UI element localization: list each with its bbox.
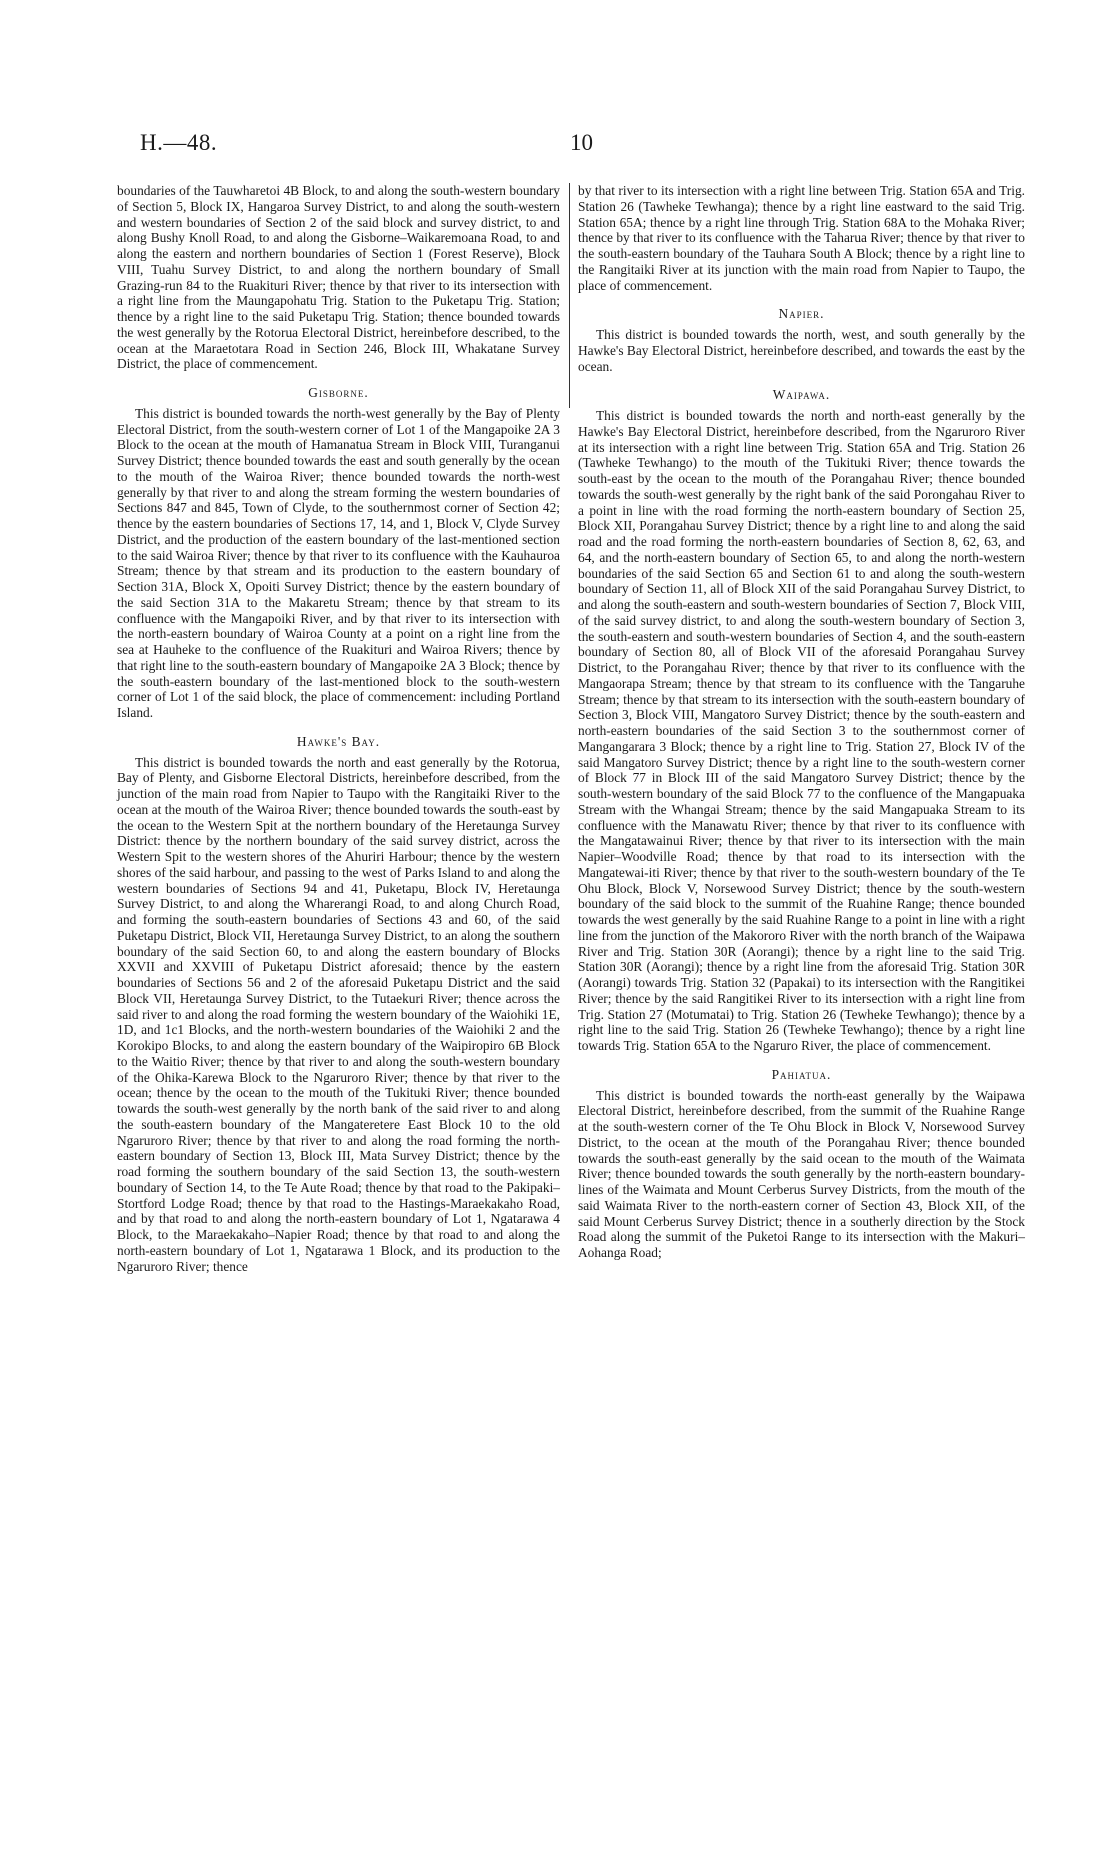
section-heading-waipawa: Waipawa. [772, 387, 831, 403]
section-heading-napier: Napier. [778, 306, 825, 322]
section-heading-gisborne: Gisborne. [308, 385, 369, 400]
right-column [578, 183, 1025, 1261]
page-number: 10 [570, 130, 593, 155]
continued-paragraph: by that river to its intersection with a right line between Trig. Station 65A and Trig. Station 26 (Tawheke Tewhanga); thence by a right line eastward to the said Trig. Station 65A; thence by a right line through Trig. Station 68A to the Mohaka River; thence by that river to its confluence with the Taharua River; thence by that river to the south-eastern boundary of the Tauhara South A Block; thence by a right line to the Rangitaiki River at its junction with the main road from Napier to Taupo, the place of commencement. [578, 183, 1025, 293]
gisborne-paragraph: This district is bounded towards the north-west generally by the Bay of Plenty Electoral District, from the south-western corner of Lot 1 of the Mangapoike 2A 3 Block to the ocean at the mouth of Hamanatua Stream in Block VIII, Turanganui Survey District; thence bounded towards the east and south generally by the ocean to the mouth of the Wairoa River; thence bounded towards the north-west generally by that river to and along the stream forming the western boundaries of Sections 847 and 845, Town of Clyde, to the southernmost corner of Section 42; thence by the eastern boundaries of Sections 17, 14, and 1, Block V, Clyde Survey District, and the production of the eastern boundary of the last-mentioned section to the said Wairoa River; thence by that river to its confluence with the Kauhauroa Stream; thence by that stream and its production to the eastern boundary of Section 31A, Block X, Opoiti Survey District; thence by the eastern boundary of the said Section 31A to the Makaretu Stream; thence by that stream to its confluence with the Mangapoiki River, and by that river to its intersection with the north-eastern boundary of Wairoa County at a point on a right line from the sea at Hauheke to the confluence of the Ruakituri and Wairoa Rivers; thence by that right line to the south-eastern boundary of Mangapoike 2A 3 Block; thence by the south-eastern boundary of the last-mentioned block to the south-western corner of Lot 1 of the said block, the place of commencement: including Portland Island. [117, 405, 560, 720]
waipawa-paragraph: This district is bounded towards the north and north-east generally by the Hawke's Bay Electoral District, hereinbefore described, from the Ngaruroro River at its intersection with a right line between Trig. Station 65A and Trig. Station 26 (Tawheke Tewhango) to the mouth of the Tukituki River; thence towards the south-east by the ocean to the mouth of the Porangahau River; thence bounded towards the south-west generally by the right bank of the said Porongahau River to a point in line with the road forming the north-eastern boundary of Section 25, Block XII, Porangahau Survey District; thence by a right line to and along the said road and the road forming the north-eastern boundaries of Section 8, 62, 63, and 64, and the north-eastern boundary of Section 65, to and along the north-western boundaries of the said Section 65 and Section 61 to and along the south-western boundary of Section 11, all of Block XII of the said Porangahau Survey District, to and along the south-eastern and south-western boundaries of Section 7, Block VIII, of the said survey district, to and along the south-western boundary of Section 3, the south-eastern and south-western boundaries of Section 4, and the south-eastern boundary of Section 80, all of Block VII of the aforesaid Porangahau Survey District, to the Porangahau River; thence by that river to its confluence with the Mangaorapa Stream; thence by that stream to its confluence with the Tangaruhe Stream; thence by that stream to its intersection with the south-eastern boundary of Section 3, Block VIII, Mangatoro Survey District; thence by the south-eastern and north-eastern boundaries of the said Section 3 to the southernmost corner of Mangangarara 3 Block; thence by a right line to Trig. Station 27, Block IV of the said Mangatoro Survey District; thence by a right line to the south-western corner of Block 77 in Block III of the said Mangatoro Survey District; thence by the south-western boundary of the said Block 77 to the confluence of the Mangapuaka Stream with the Whangai Stream; thence by the said Mangapuaka Stream to its confluence with the Manawatu River; thence by that river to its confluence with the Mangatawainui River; thence by that river to its intersection with the main Napier–Woodville Road; thence by that road to its intersection with the Mangatewai-iti River; thence by that river to the south-western boundary of the Te Ohu Block, Block V, Norsewood Survey District; thence by the south-western boundary of the said block to the summit of the Ruahine Range; thence bounded towards the west generally by the said Ruahine Range to a point in line with a right line from the junction of the Makororo River with the north branch of the Waipawa River and Trig. Station 30R (Aorangi); thence by a right line to the said Trig. Station 30R (Aorangi); thence by a right line from the aforesaid Trig. Station 30R (Aorangi) towards Trig. Station 32 (Papakai) to its intersection with the Rangitikei River; thence by the said Rangitikei River to its intersection with a right line from Trig. Station 27 (Motumatai) to Trig. Station 26 (Tewheke Tewhango); thence by a right line to the said Trig. Station 26 (Tewheke Tewhango); thence by a right line towards Trig. Station 65A to the Ngaruro River, the place of commencement. [578, 408, 1025, 1053]
continued-paragraph: boundaries of the Tauwharetoi 4B Block, to and along the south-western boundary of Section 5, Block IX, Hangaroa Survey District, to and along the south-western and western boundaries of Section 2 of the said block and survey district, to and along Bushy Knoll Road, to and along the Gisborne–Waikaremoana Road, to and along the eastern and northern boundaries of Section 1 (Forest Reserve), Block VIII, Tuahu Survey District, to and along the northern boundary of Small Grazing-run 84 to the Ruakituri River; thence by that river to its intersection with a right line from the Maungapohatu Trig. Station to the Puketapu Trig. Station; thence by a right line to the said Puketapu Trig. Station; thence bounded towards the west generally by the Rotorua Electoral District, hereinbefore described, to the ocean at the Maraetotara Road in Section 246, Block III, Whakatane Survey District, the place of commencement. [117, 183, 560, 372]
left-column [117, 183, 560, 1274]
page-header [140, 130, 1020, 170]
section-heading-hawkes-bay: Hawke's Bay. [296, 733, 381, 749]
document-reference: H.—48. [140, 130, 218, 155]
hawkes-bay-paragraph: This district is bounded towards the north and east generally by the Rotorua, Bay of Plenty, and Gisborne Electoral Districts, hereinbefore described, from the junction of the main road from Napier to Taupo with the Rangitaiki River to the ocean at the mouth of the Wairoa River; thence bounded towards the south-east by the ocean to the Western Spit at the northern boundary of the Heretaunga Survey District: thence by the northern boundary of the said survey district, across the Western Spit to the western shores of the Ahuriri Harbour; thence by the western shores of the said harbour, and passing to the west of Parks Island to and along the western boundaries of Sections 94 and 41, Puketapu, Block IV, Heretaunga Survey District, to and along the Wharerangi Road, to and along Church Road, and forming the south-eastern boundaries of Sections 43 and 60, of the said Puketapu District, Block VII, Heretaunga Survey District, to an along the southern boundary of the said Section 60, to and along the eastern boundary of Blocks XXVII and XXVIII of Puketapu District aforesaid; thence by the eastern boundaries of Sections 56 and 2 of the aforesaid Puketapu District and the said Block VII, Heretaunga Survey District, to the Tutaekuri River; thence across the said river to and along the road forming the western boundary of the Waiohiki 1E, 1D, and 1c1 Blocks, and the north-western boundaries of the Waiohiki 2 and the Korokipo Blocks, to and along the eastern boundary of the Waipiropiro 6B Block to the Waitio River; thence by that river to and along the south-western boundary of the Ohika-Karewa Block to the Ngaruroro River; thence by that river to the ocean; thence by the ocean to the mouth of the Tukituki River; thence bounded towards the south-west generally by the north bank of the said river to and along the south-eastern boundary of the Mangateretere East Block 10 to the old Ngaruroro River; thence by that river to and along the road forming the north-eastern boundary of Section 13, Block III, Mata Survey District; thence by the road forming the southern boundary of the said Section 13, the south-western boundary of Section 14, to the Te Aute Road; thence by that road to the Pakipaki–Stortford Lodge Road; thence by that road to the Hastings-Maraekakaho Road, and by that road to and along the north-eastern boundary of Lot 1, Ngatarawa 4 Block, to the Maraekakaho–Napier Road; thence by that road to and along the north-eastern boundary of Lot 1, Ngatarawa 1 Block, and its production to the Ngaruroro River; thence [117, 754, 560, 1274]
pahiatua-paragraph: This district is bounded towards the north-east generally by the Waipawa Electoral District, hereinbefore described, from the summit of the Ruahine Range at the south-western corner of the Te Ohu Block in Block V, Norsewood Survey District, to the ocean at the mouth of the Porangahau River; thence bounded towards the south-east generally by the said ocean to the mouth of the Waimata River; thence bounded towards the south generally by the north-eastern boundary-lines of the Waimata and Mount Cerberus Survey Districts, from the mouth of the said Waimata River to the north-eastern corner of Section 43, Block XII, of the said Mount Cerberus Survey District; thence in a southerly direction by the Stock Road along the summit of the Puketoi Range to its intersection with the Makuri–Aohanga Road; [578, 1087, 1025, 1260]
column-divider [569, 183, 570, 408]
section-heading-pahiatua: Pahiatua. [771, 1066, 832, 1082]
napier-paragraph: This district is bounded towards the north, west, and south generally by the Hawke's Bay Electoral District, hereinbefore described, and towards the east by the ocean. [578, 327, 1025, 374]
